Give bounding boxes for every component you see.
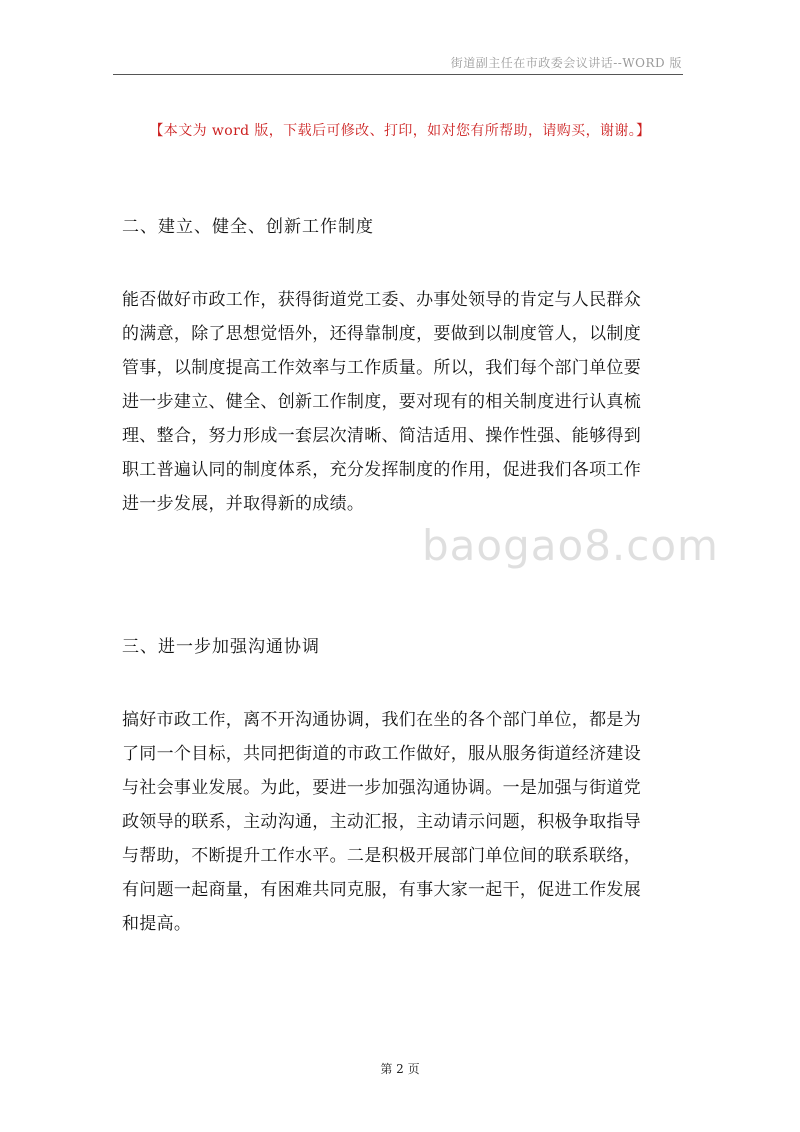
watermark: baogao8.com — [422, 521, 719, 570]
section-heading-2: 二、建立、健全、创新工作制度 — [122, 217, 374, 237]
paragraph-line: 与帮助，不断提升工作水平。二是积极开展部门单位间的联系联络， — [122, 846, 641, 866]
paragraph-line: 有问题一起商量，有困难共同克服，有事大家一起干，促进工作发展 — [122, 880, 641, 900]
paragraph-line: 和提高。 — [122, 914, 192, 934]
section-3-paragraph — [122, 703, 692, 941]
paragraph-line: 理、整合，努力形成一套层次清晰、简洁适用、操作性强、能够得到 — [122, 426, 641, 446]
section-2-paragraph — [122, 283, 692, 521]
paragraph-line: 进一步发展，并取得新的成绩。 — [122, 494, 365, 514]
paragraph-line: 了同一个目标，共同把街道的市政工作做好，服从服务街道经济建设 — [122, 744, 641, 764]
paragraph-line: 进一步建立、健全、创新工作制度，要对现有的相关制度进行认真梳 — [122, 392, 641, 412]
paragraph-line: 职工普遍认同的制度体系，充分发挥制度的作用，促进我们各项工作 — [122, 460, 641, 480]
header-divider — [113, 74, 683, 75]
page-number: 第 2 页 — [380, 1062, 420, 1076]
paragraph-line: 的满意，除了思想觉悟外，还得靠制度，要做到以制度管人，以制度 — [122, 324, 641, 344]
paragraph-line: 与社会事业发展。为此，要进一步加强沟通协调。一是加强与街道党 — [122, 778, 641, 798]
header-title: 街道副主任在市政委会议讲话--WORD 版 — [450, 56, 682, 70]
purchase-notice: 【本文为 word 版，下载后可修改、打印，如对您有所帮助，请购买，谢谢。】 — [149, 123, 651, 139]
paragraph-line: 搞好市政工作，离不开沟通协调，我们在坐的各个部门单位，都是为 — [122, 710, 641, 730]
paragraph-line: 能否做好市政工作，获得街道党工委、办事处领导的肯定与人民群众 — [122, 290, 641, 310]
paragraph-line: 管事，以制度提高工作效率与工作质量。所以，我们每个部门单位要 — [122, 358, 641, 378]
section-heading-3: 三、进一步加强沟通协调 — [122, 637, 320, 657]
paragraph-line: 政领导的联系，主动沟通，主动汇报，主动请示问题，积极争取指导 — [122, 812, 641, 832]
